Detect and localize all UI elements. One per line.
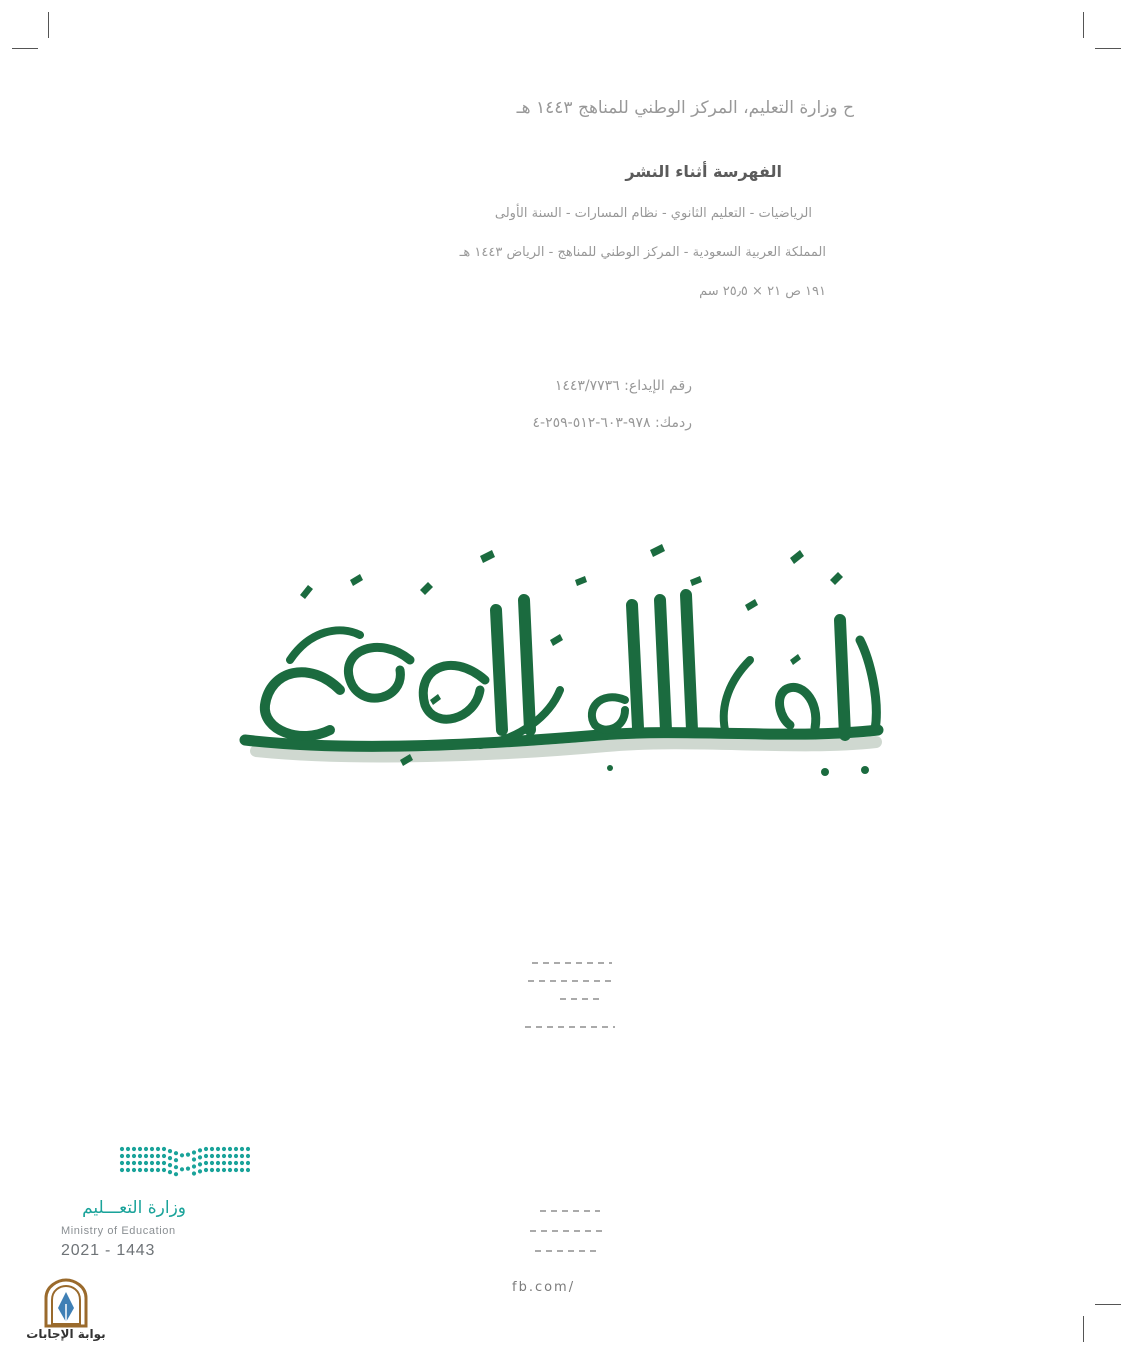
logo-dot (138, 1147, 142, 1151)
logo-dot (198, 1155, 202, 1159)
logo-dot (156, 1154, 160, 1158)
logo-dot (228, 1168, 232, 1172)
logo-dot (162, 1161, 166, 1165)
logo-dot (198, 1162, 202, 1166)
logo-dot (120, 1168, 124, 1172)
logo-dot (240, 1168, 244, 1172)
logo-dot (192, 1157, 196, 1161)
logo-dot (150, 1147, 154, 1151)
logo-dot (138, 1161, 142, 1165)
logo-dot (210, 1154, 214, 1158)
logo-dot (234, 1154, 238, 1158)
logo-dot (168, 1149, 172, 1153)
logo-dot (198, 1148, 202, 1152)
logo-dot (138, 1154, 142, 1158)
logo-dot (216, 1147, 220, 1151)
logo-dot (234, 1161, 238, 1165)
logo-dot (156, 1147, 160, 1151)
logo-dot (192, 1171, 196, 1175)
logo-dot (186, 1167, 190, 1171)
logo-dot (150, 1161, 154, 1165)
logo-dot (120, 1147, 124, 1151)
ministry-english-name: Ministry of Education (61, 1225, 176, 1237)
faded-text-mark (532, 962, 612, 964)
crop-mark (12, 48, 38, 49)
ministry-logo (118, 1143, 250, 1193)
logo-dot (210, 1161, 214, 1165)
faded-text-mark (530, 1230, 605, 1232)
logo-dot (228, 1154, 232, 1158)
logo-dot (240, 1161, 244, 1165)
catalog-title: الفهرسة أثناء النشر (625, 162, 782, 181)
logo-dot (204, 1147, 208, 1151)
logo-dot (216, 1161, 220, 1165)
logo-dot (132, 1161, 136, 1165)
logo-dot (126, 1154, 130, 1158)
crop-mark (48, 12, 49, 38)
logo-dot (246, 1168, 250, 1172)
logo-dot (120, 1161, 124, 1165)
crop-mark (1083, 1316, 1084, 1342)
logo-dot (156, 1168, 160, 1172)
basmala-artwork (230, 540, 890, 800)
logo-dot (234, 1147, 238, 1151)
crop-mark (1095, 1304, 1121, 1305)
logo-dot (150, 1154, 154, 1158)
edition-year: 2021 - 1443 (61, 1242, 156, 1259)
logo-dot (246, 1147, 250, 1151)
ministry-arabic-name: وزارة التعـــليم (82, 1198, 186, 1218)
logo-dot (162, 1168, 166, 1172)
logo-dot (216, 1168, 220, 1172)
catalog-line-3: ١٩١ ص ٢١ × ٢٥٫٥ سم (699, 284, 826, 299)
logo-dot (132, 1147, 136, 1151)
footer-partial: fb.com/ (512, 1280, 576, 1295)
logo-dot (192, 1164, 196, 1168)
faded-text-mark (540, 1210, 600, 1212)
faded-text-mark (560, 998, 600, 1000)
logo-dot (240, 1147, 244, 1151)
logo-dot (222, 1161, 226, 1165)
logo-dot (162, 1154, 166, 1158)
logo-dot (192, 1150, 196, 1154)
logo-dot (174, 1158, 178, 1162)
logo-dot (144, 1161, 148, 1165)
logo-dot (144, 1154, 148, 1158)
watermark-label: بوابة الإجابات (26, 1327, 106, 1341)
logo-dot (126, 1168, 130, 1172)
logo-dot (180, 1167, 184, 1171)
catalog-line-2: المملكة العربية السعودية - المركز الوطني للمناهج - الرياض ١٤٤٣ هـ (459, 245, 826, 260)
faded-text-mark (535, 1250, 600, 1252)
logo-dot (138, 1168, 142, 1172)
logo-dot (210, 1168, 214, 1172)
logo-dot (120, 1154, 124, 1158)
logo-dot (156, 1161, 160, 1165)
logo-dot (210, 1147, 214, 1151)
logo-dot (126, 1161, 130, 1165)
logo-dot (204, 1161, 208, 1165)
logo-dot (216, 1154, 220, 1158)
logo-dot (174, 1151, 178, 1155)
logo-dot (234, 1168, 238, 1172)
logo-dot (168, 1156, 172, 1160)
isbn: ردمك: ٩٧٨-٦٠٣-٥١٢-٢٥٩-٤ (532, 415, 692, 431)
logo-dot (168, 1163, 172, 1167)
basmala-calligraphy (230, 540, 890, 800)
logo-dot (222, 1168, 226, 1172)
logo-dot (180, 1153, 184, 1157)
logo-dot (222, 1147, 226, 1151)
faded-text-mark (525, 1026, 615, 1028)
logo-dot (198, 1169, 202, 1173)
logo-dot (126, 1147, 130, 1151)
logo-dot (150, 1168, 154, 1172)
copyright-line: ح وزارة التعليم، المركز الوطني للمناهج ١٤٤٣ هـ (516, 98, 854, 118)
logo-dot (162, 1147, 166, 1151)
logo-dot (144, 1147, 148, 1151)
logo-dot (132, 1168, 136, 1172)
logo-dot (168, 1170, 172, 1174)
logo-dot (246, 1154, 250, 1158)
logo-dot (204, 1168, 208, 1172)
logo-dot (240, 1154, 244, 1158)
logo-dot (228, 1161, 232, 1165)
logo-dot (186, 1153, 190, 1157)
ministry-dots-icon (118, 1143, 250, 1193)
crop-mark (1083, 12, 1084, 38)
crop-mark (1095, 48, 1121, 49)
logo-dot (144, 1168, 148, 1172)
logo-dot (204, 1154, 208, 1158)
faded-text-mark (528, 980, 613, 982)
logo-dot (222, 1154, 226, 1158)
logo-dot (132, 1154, 136, 1158)
catalog-line-1: الرياضيات - التعليم الثانوي - نظام المسارات - السنة الأولى (494, 206, 812, 221)
logo-dot (228, 1147, 232, 1151)
logo-dot (174, 1172, 178, 1176)
deposit-number: رقم الإيداع: ١٤٤٣/٧٧٣٦ (554, 378, 692, 394)
logo-dot (246, 1161, 250, 1165)
logo-dot (174, 1165, 178, 1169)
